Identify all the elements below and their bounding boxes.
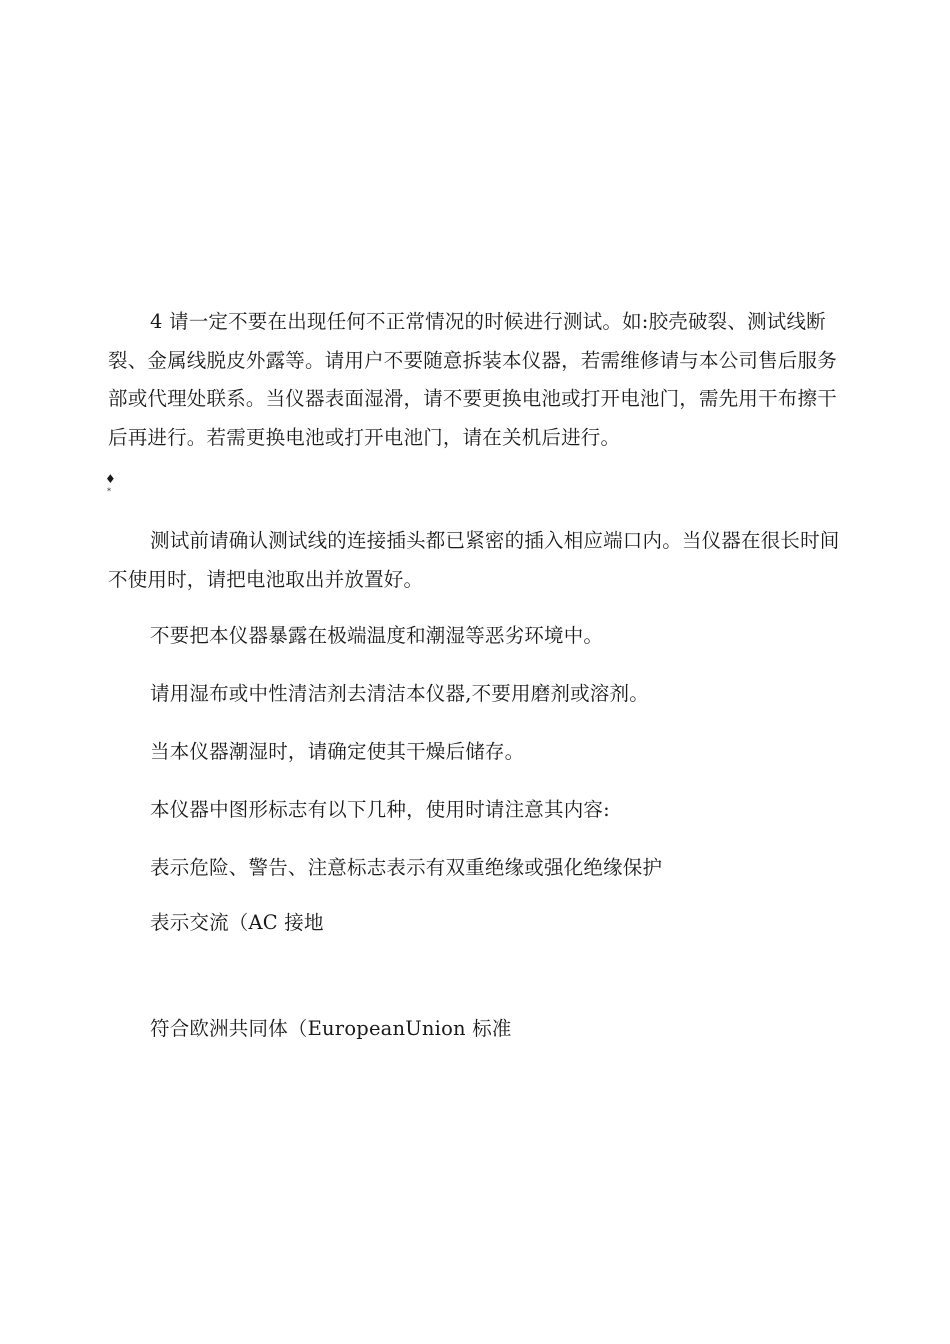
line-environment-warning: 不要把本仪器暴露在极端温度和潮湿等恶劣环境中。 xyxy=(150,624,604,647)
line-symbol-ac-ground: 表示交流（AC 接地 xyxy=(150,911,324,934)
line-storage-instruction: 当本仪器潮湿时，请确定使其干燥后储存。 xyxy=(150,740,525,763)
bullet-diamond-icon: ♦ xyxy=(105,472,116,486)
line-cleaning-instruction: 请用湿布或中性清洁剂去清洁本仪器,不要用磨剂或溶剂。 xyxy=(150,682,649,705)
line-symbols-intro: 本仪器中图形标志有以下几种，使用时请注意其内容: xyxy=(150,798,610,821)
paragraph-safety-testing: 4 请一定不要在出现任何不正常情况的时候进行测试。如:胶壳破裂、测试线断裂、金属线脱皮外露等。请用户不要随意拆装本仪器，若需维修请与本公司售后服务部或代理处联系。当仪器表面湿滑，请不要更换电池或打开电池门，需先用干布擦干后再进行。若需更换电池或打开电池门，请在关机后进行。 xyxy=(108,310,837,449)
paragraph-test-lead-check: 测试前请确认测试线的连接插头都已紧密的插入相应端口内。当仪器在很长时间不使用时，请把电池取出并放置好。 xyxy=(108,529,840,591)
line-symbol-eu-standard: 符合欧洲共同体（EuropeanUnion 标准 xyxy=(150,1017,512,1040)
bullet-sub-mark: * xyxy=(107,487,111,496)
line-symbol-danger-insulation: 表示危险、警告、注意标志表示有双重绝缘或强化绝缘保护 xyxy=(150,856,663,879)
